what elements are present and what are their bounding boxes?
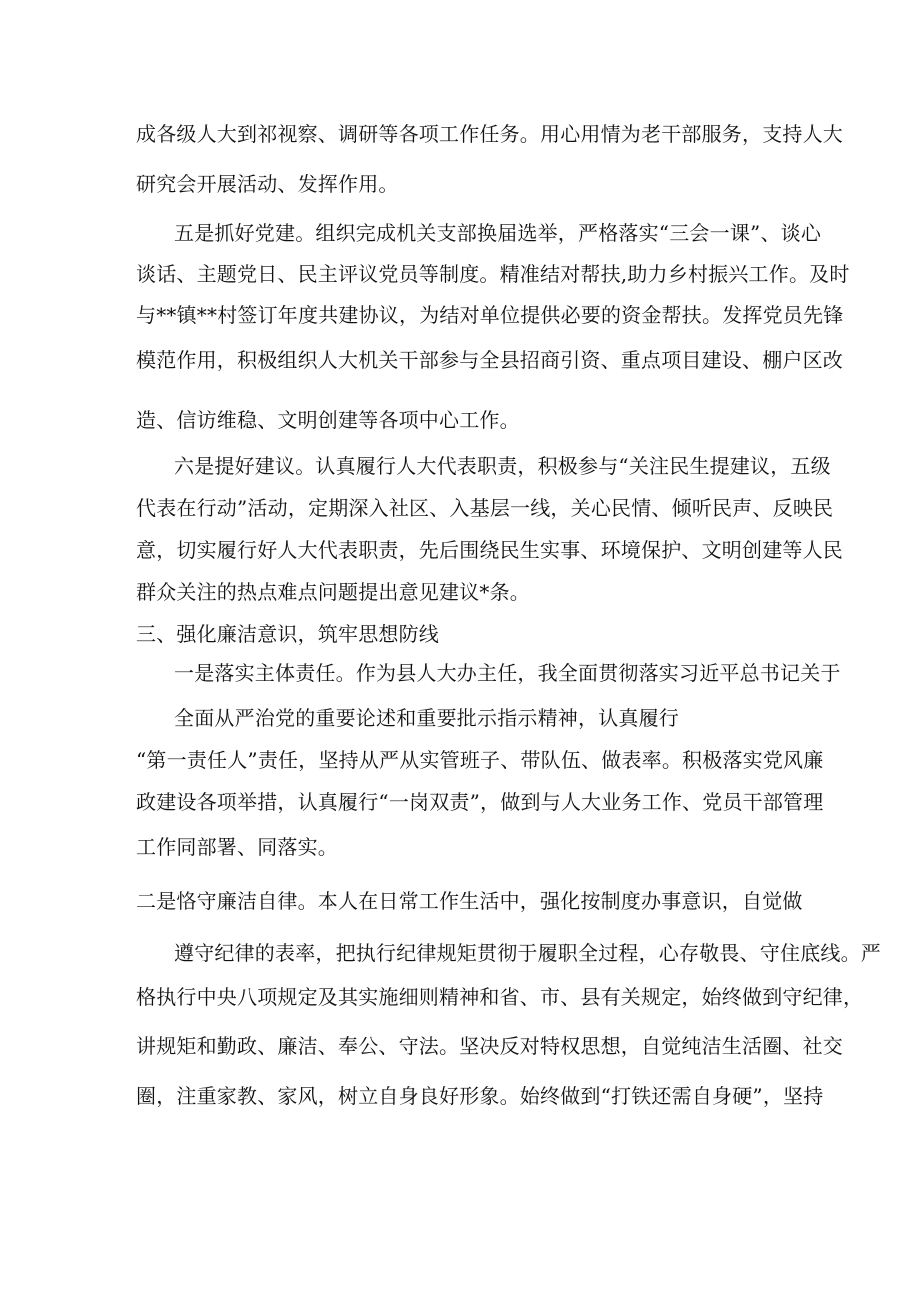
paragraph-first-line: 遵守纪律的表率，把执行纪律规矩贯彻于履职全过程，心存敬畏、守住底线。严: [174, 941, 881, 965]
paragraph-first-line: 全面从严治党的重要论述和重要批示指示精神，认真履行: [174, 706, 679, 730]
text-line: 造、信访维稳、文明创建等各项中心工作。: [136, 408, 520, 432]
text-line: “第一责任人”责任，坚持从严从实管班子、带队伍、做表率。积极落实党风廉: [136, 748, 824, 772]
text-line: 格执行中央八项规定及其实施细则精神和省、市、县有关规定，始终做到守纪律，: [136, 985, 864, 1009]
section-heading: 一是落实主体责任。作为县人大办主任，我全面贯彻落实习近平总书记关于: [174, 661, 841, 685]
text-line: 模范作用，积极组织人大机关干部参与全县招商引资、重点项目建设、棚户区改: [136, 348, 843, 372]
text-line: 意，切实履行好人大代表职责，先后围绕民生实事、环境保护、文明创建等人民: [136, 538, 843, 562]
text-line: 讲规矩和勤政、廉洁、奉公、守法。坚决反对特权思想，自觉纯洁生活圈、社交: [136, 1034, 843, 1058]
paragraph-first-line: 六是提好建议。认真履行人大代表职责，积极参与“关注民生提建议，五级: [174, 454, 831, 478]
text-line: 三、强化廉洁意识，筑牢思想防线: [136, 622, 439, 646]
paragraph-first-line: 五是抓好党建。组织完成机关支部换届选举，严格落实“三会一课”、谈心: [174, 221, 822, 245]
text-line: 谈话、主题党日、民主评议党员等制度。精准结对帮扶,助力乡村振兴工作。及时: [136, 262, 850, 286]
text-line: 研究会开展活动、发挥作用。: [136, 172, 399, 196]
text-line: 政建设各项举措，认真履行“一岗双责”，做到与人大业务工作、党员干部管理: [136, 790, 824, 814]
text-line: [136, 1135, 796, 1159]
text-line: 圈，注重家教、家风，树立自身良好形象。始终做到“打铁还需自身硬”，坚持: [136, 1084, 824, 1108]
text-line: 群众关注的热点难点问题提出意见建议*条。: [136, 580, 530, 604]
text-line: 工作同部署、同落实。: [136, 835, 338, 859]
text-line: 代表在行动”活动，定期深入社区、入基层一线，关心民情、倾听民声、反映民: [136, 496, 834, 520]
text-line: 与**镇**村签订年度共建协议，为结对单位提供必要的资金帮扶。发挥党员先锋: [136, 303, 844, 327]
text-line: 二是恪守廉洁自律。本人在日常工作生活中，强化按制度办事意识，自觉做: [136, 889, 803, 913]
text-line: 成各级人大到祁视察、调研等各项工作任务。用心用情为老干部服务，支持人大: [136, 122, 843, 146]
